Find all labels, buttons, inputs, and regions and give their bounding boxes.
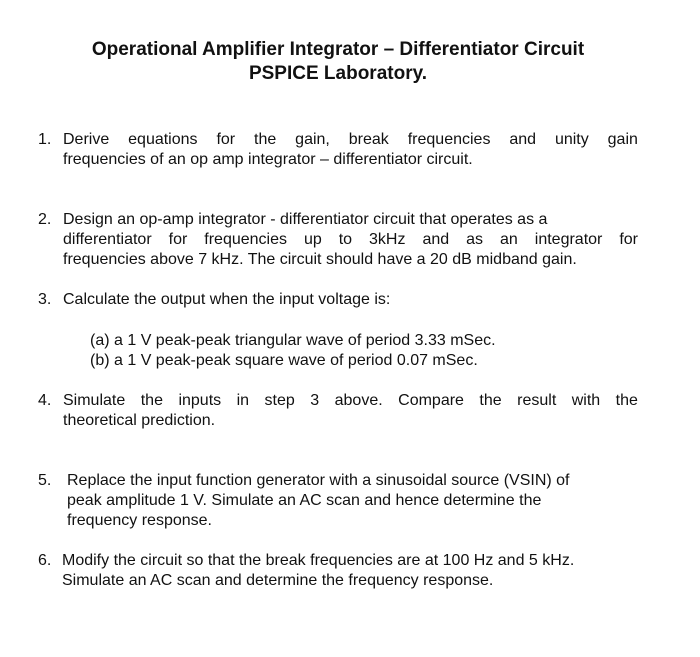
item-text-line [63, 130, 638, 150]
word: 3kHz [369, 231, 406, 248]
word: gain [607, 131, 638, 148]
subitem-b: (b) a 1 V peak-peak square wave of period 0.07 mSec. [90, 352, 478, 369]
word: for [168, 231, 188, 248]
item-text-line [63, 391, 638, 411]
item-text-line: theoretical prediction. [63, 412, 216, 429]
item-text-line: Calculate the output when the input voltage is: [63, 291, 391, 308]
word: and [509, 131, 537, 148]
word: the [615, 392, 638, 409]
item-text-line: frequency response. [67, 512, 212, 529]
word: unity [554, 131, 589, 148]
word: frequencies [204, 231, 287, 248]
word: with [571, 392, 601, 409]
word: the [254, 131, 277, 148]
word: for [619, 231, 638, 248]
item-number: 3. [38, 291, 52, 308]
word: Simulate [63, 392, 126, 409]
word: the [140, 392, 163, 409]
word: above. [334, 392, 383, 409]
word: differentiator [63, 231, 152, 248]
word: result [517, 392, 557, 409]
item-text-line: Modify the circuit so that the break frequencies are at 100 Hz and 5 kHz. [62, 552, 575, 569]
word: gain, [295, 131, 330, 148]
word: break [348, 131, 389, 148]
title-line-1: Operational Amplifier Integrator – Differentiator Circuit [91, 39, 585, 60]
item-text-line: frequencies of an op amp integrator – differentiator circuit. [63, 151, 473, 168]
word: inputs [178, 392, 222, 409]
word: step [264, 392, 295, 409]
item-number: 2. [38, 211, 52, 228]
word: the [479, 392, 502, 409]
word: and [422, 231, 450, 248]
subitem-a: (a) a 1 V peak-peak triangular wave of period 3.33 mSec. [90, 332, 496, 349]
item-number: 1. [38, 131, 52, 148]
document-title [0, 38, 676, 86]
word: Derive [63, 131, 110, 148]
word: in [236, 392, 250, 409]
item-text-line: peak amplitude 1 V. Simulate an AC scan and hence determine the [67, 492, 542, 509]
word: to [338, 231, 353, 248]
title-line-2: PSPICE Laboratory. [248, 63, 428, 84]
item-text-line: Replace the input function generator with a sinusoidal source (VSIN) of [67, 472, 570, 489]
word: for [216, 131, 236, 148]
word: an [500, 231, 518, 248]
item-number: 5. [38, 472, 52, 489]
word: Compare [398, 392, 464, 409]
word: integrator [534, 231, 603, 248]
word: frequencies [407, 131, 491, 148]
item-number: 4. [38, 392, 52, 409]
item-number: 6. [38, 552, 52, 569]
item-text-line: Simulate an AC scan and determine the frequency response. [62, 572, 494, 589]
item-text-line [63, 230, 638, 250]
word: equations [128, 131, 198, 148]
word: 3 [310, 392, 320, 409]
item-text-line: frequencies above 7 kHz. The circuit should have a 20 dB midband gain. [63, 251, 577, 268]
word: up [303, 231, 322, 248]
item-text-line: Design an op-amp integrator - differentiator circuit that operates as a [63, 211, 548, 228]
word: as [466, 231, 484, 248]
